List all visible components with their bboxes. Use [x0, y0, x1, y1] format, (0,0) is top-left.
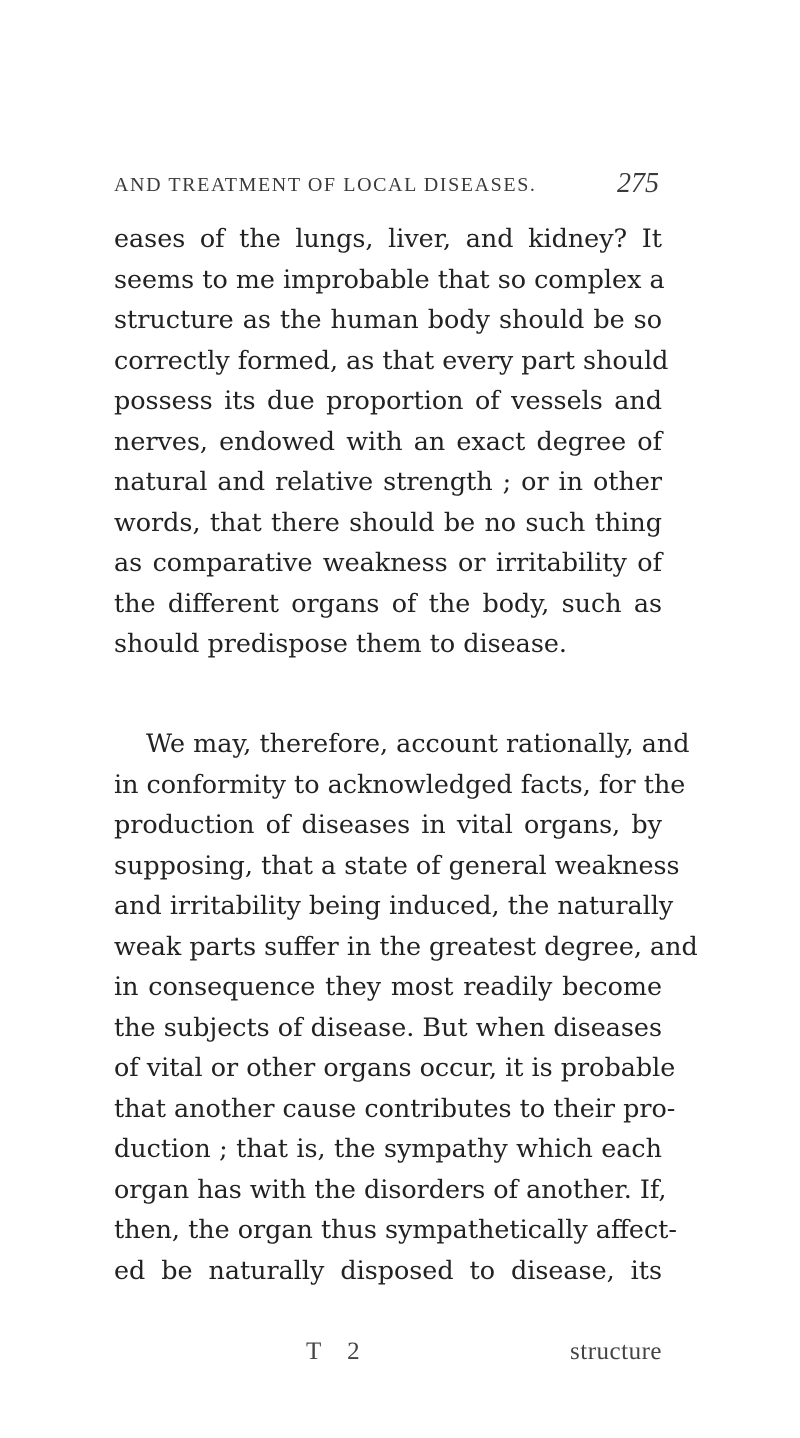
- text-line: ed be naturally disposed to disease, its: [114, 1254, 662, 1285]
- text-line: production of diseases in vital organs, by: [114, 809, 662, 839]
- text-line: words, that there should be no such thing: [114, 506, 662, 537]
- text-line: structure as the human body should be so: [114, 304, 662, 334]
- text-line: and irritability being induced, the naturally: [114, 890, 674, 920]
- paragraph-2: [114, 723, 698, 1290]
- text-line: should predispose them to disease.: [114, 628, 567, 658]
- text-line: weak parts suffer in the greatest degree, and: [114, 930, 698, 961]
- text-line: that another cause contributes to their pro-: [114, 1092, 676, 1123]
- text-line: supposing, that a state of general weakness: [114, 849, 680, 880]
- text-line: possess its due proportion of vessels and: [114, 385, 662, 415]
- page-header: [114, 168, 659, 208]
- text-line: of vital or other organs occur, it is probable: [114, 1052, 676, 1082]
- text-line: the different organs of the body, such as: [114, 587, 662, 618]
- text-line: duction ; that is, the sympathy which each: [114, 1133, 662, 1163]
- text-line: in conformity to acknowledged facts, for the: [114, 768, 686, 799]
- text-line: in consequence they most readily become: [114, 971, 662, 1001]
- catchword: structure: [570, 1338, 662, 1365]
- text-line: as comparative weakness or irritability of: [114, 547, 662, 577]
- signature-mark: T 2: [306, 1338, 370, 1365]
- running-head: AND TREATMENT OF LOCAL DISEASES.: [114, 174, 537, 196]
- text-line: We may, therefore, account rationally, and: [146, 728, 690, 758]
- text-line: the subjects of disease. But when diseases: [114, 1011, 662, 1042]
- page-number: 275: [617, 168, 659, 199]
- text-line: organ has with the disorders of another. If,: [114, 1173, 667, 1204]
- text-line: correctly formed, as that every part should: [114, 344, 669, 375]
- text-line: nerves, endowed with an exact degree of: [114, 425, 662, 456]
- text-line: then, the organ thus sympathetically affect-: [114, 1214, 677, 1244]
- page-footer: [114, 1334, 662, 1374]
- text-line: seems to me improbable that so complex a: [114, 263, 665, 294]
- paragraph-1: [114, 218, 669, 664]
- text-line: eases of the lungs, liver, and kidney? It: [114, 223, 662, 253]
- text-line: natural and relative strength ; or in other: [114, 466, 662, 496]
